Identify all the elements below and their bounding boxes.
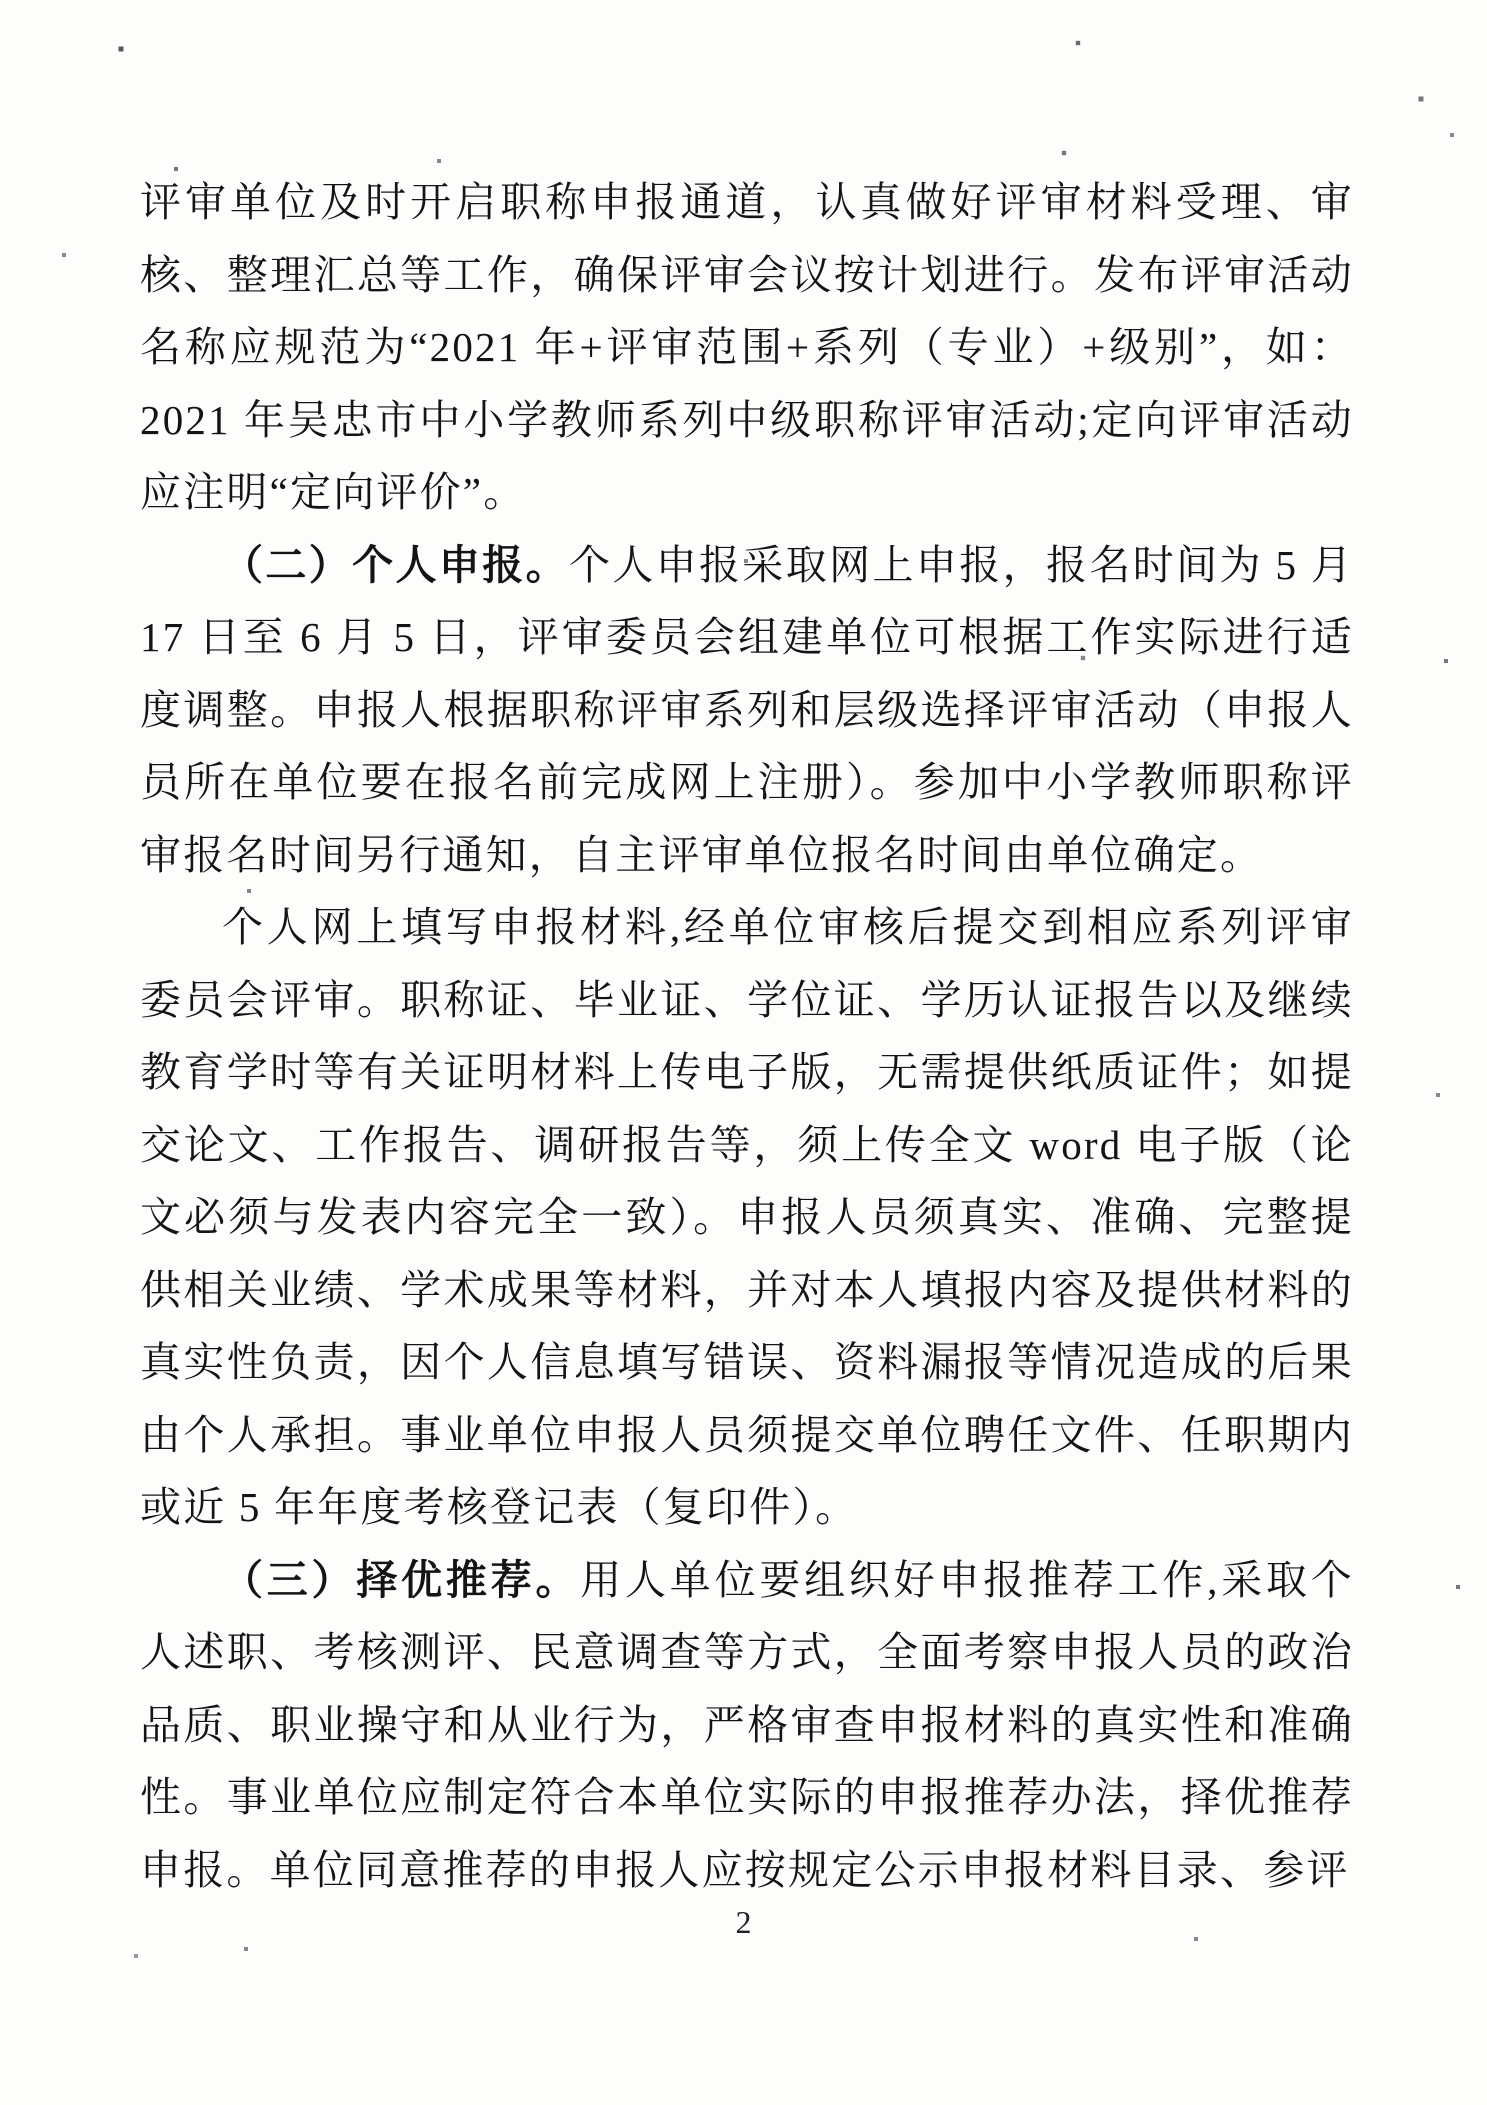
paragraph-continuation [140,166,1354,529]
paragraph-text: 个人申报采取网上申报，报名时间为 5 月 17 日至 6 月 5 日，评审委员会组建单位可根据工作实际进行适度调整。申报人根据职称评审系列和层级选择评审活动（申报人员所在单位要在报名前完成网上注册）。参加中小学教师职称评审报名时间另行通知，自主评审单位报名时间由单位确定。 [140,541,1354,878]
paragraph-text: 用人单位要组织好申报推荐工作,采取个人述职、考核测评、民意调查等方式，全面考察申报人员的政治品质、职业操守和从业行为，严格审查申报材料的真实性和准确性。事业单位应制定符合本单位实际的申报推荐办法，择优推荐申报。单位同意推荐的申报人应按规定公示申报材料目录、参评 [140,1556,1354,1893]
section-heading-2: （二）个人申报。 [222,541,569,588]
document-body [140,166,1354,1906]
scan-noise-artifacts [0,0,2,2]
paragraph-text: 个人网上填写申报材料,经单位审核后提交到相应系列评审委员会评审。职称证、毕业证、学位证、学历认证报告以及继续教育学时等有关证明材料上传电子版，无需提供纸质证件；如提交论文、工作报告、调研报告等，须上传全文 word 电子版（论文必须与发表内容完全一致）。申报人员须真实、准确、完整提供相关业绩、学术成果等材料，并对本人填报内容及提供材料的真实性负责，因个人信息填写错误、资料漏报等情况造成的后果由个人承担。事业单位申报人员须提交单位聘任文件、任职期内或近 5 年年度考核登记表（复印件）。 [140,904,1354,1530]
section-heading-3: （三）择优推荐。 [222,1556,581,1603]
page-number: 2 [735,1904,752,1940]
paragraph-individual-application [140,529,1354,892]
paragraph-merit-recommendation [140,1544,1354,1907]
paragraph-online-materials [140,891,1354,1544]
paragraph-text: 评审单位及时开启职称申报通道，认真做好评审材料受理、审核、整理汇总等工作，确保评审会议按计划进行。发布评审活动名称应规范为“2021 年+评审范围+系列（专业）+级别”，如：2021 年吴忠市中小学教师系列中级职称评审活动;定向评审活动应注明“定向评价”。 [140,179,1354,515]
